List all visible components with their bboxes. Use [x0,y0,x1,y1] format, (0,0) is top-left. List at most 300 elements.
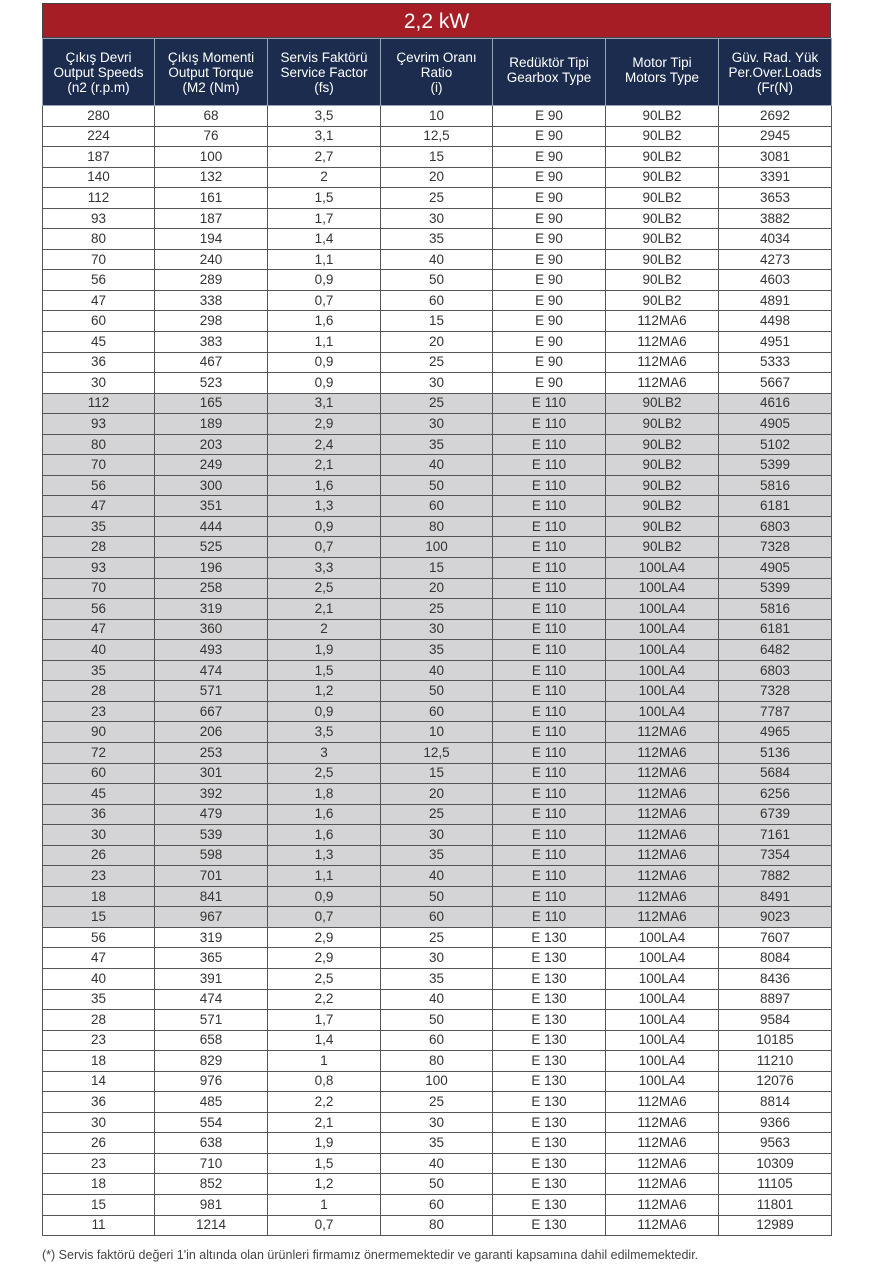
cell-service-factor: 2,2 [268,1092,381,1113]
cell-gearbox-type: E 110 [493,475,606,496]
cell-ratio: 35 [381,229,493,250]
cell-output-torque: 667 [155,701,268,722]
cell-output-speed: 56 [43,270,155,291]
cell-output-speed: 47 [43,948,155,969]
table-row [43,1010,832,1031]
cell-gearbox-type: E 110 [493,845,606,866]
cell-gearbox-type: E 110 [493,722,606,743]
cell-motor-type: 90LB2 [606,188,719,209]
cell-service-factor: 0,7 [268,537,381,558]
cell-gearbox-type: E 130 [493,1194,606,1215]
cell-radial-load: 5102 [719,434,832,455]
cell-output-torque: 554 [155,1112,268,1133]
cell-output-speed: 30 [43,1112,155,1133]
cell-gearbox-type: E 130 [493,1010,606,1031]
cell-radial-load: 7328 [719,537,832,558]
cell-radial-load: 9584 [719,1010,832,1031]
cell-output-speed: 36 [43,1092,155,1113]
cell-radial-load: 4905 [719,414,832,435]
cell-gearbox-type: E 130 [493,968,606,989]
table-row [43,701,832,722]
cell-motor-type: 100LA4 [606,1030,719,1051]
header-service-factor: Servis Faktörü Service Factor (fs) [268,39,381,106]
cell-ratio: 15 [381,558,493,579]
table-row [43,660,832,681]
cell-radial-load: 12989 [719,1215,832,1236]
cell-radial-load: 11105 [719,1174,832,1195]
cell-output-speed: 40 [43,968,155,989]
cell-radial-load: 4498 [719,311,832,332]
cell-radial-load: 7354 [719,845,832,866]
cell-ratio: 40 [381,660,493,681]
table-row [43,907,832,928]
cell-output-speed: 224 [43,126,155,147]
cell-ratio: 40 [381,866,493,887]
cell-motor-type: 112MA6 [606,784,719,805]
cell-service-factor: 1,1 [268,332,381,353]
cell-output-torque: 196 [155,558,268,579]
cell-output-speed: 23 [43,866,155,887]
cell-motor-type: 90LB2 [606,516,719,537]
cell-ratio: 20 [381,784,493,805]
cell-output-torque: 976 [155,1071,268,1092]
cell-output-speed: 45 [43,784,155,805]
cell-service-factor: 1,7 [268,208,381,229]
table-row [43,763,832,784]
table-row [43,1071,832,1092]
cell-output-speed: 35 [43,989,155,1010]
table-row [43,1153,832,1174]
cell-service-factor: 2,9 [268,927,381,948]
cell-motor-type: 90LB2 [606,147,719,168]
cell-motor-type: 100LA4 [606,640,719,661]
cell-service-factor: 1 [268,1194,381,1215]
cell-service-factor: 1,1 [268,249,381,270]
cell-output-torque: 76 [155,126,268,147]
cell-ratio: 60 [381,1030,493,1051]
cell-radial-load: 6181 [719,619,832,640]
cell-output-torque: 319 [155,599,268,620]
cell-motor-type: 112MA6 [606,907,719,928]
cell-ratio: 100 [381,537,493,558]
cell-service-factor: 2,9 [268,414,381,435]
cell-gearbox-type: E 130 [493,1051,606,1072]
table-row [43,1174,832,1195]
cell-service-factor: 1,2 [268,1174,381,1195]
cell-ratio: 40 [381,1153,493,1174]
table-row [43,640,832,661]
cell-motor-type: 100LA4 [606,558,719,579]
table-row [43,106,832,127]
cell-ratio: 35 [381,640,493,661]
cell-output-speed: 18 [43,886,155,907]
cell-radial-load: 4603 [719,270,832,291]
cell-radial-load: 7607 [719,927,832,948]
cell-service-factor: 2,5 [268,578,381,599]
cell-radial-load: 7787 [719,701,832,722]
cell-ratio: 25 [381,927,493,948]
table-row [43,537,832,558]
cell-output-torque: 298 [155,311,268,332]
cell-gearbox-type: E 110 [493,414,606,435]
cell-service-factor: 2 [268,167,381,188]
cell-output-torque: 338 [155,290,268,311]
cell-radial-load: 6739 [719,804,832,825]
header-output-speed: Çıkış Devri Output Speeds (n2 (r.p.m) [43,39,155,106]
cell-service-factor: 0,7 [268,290,381,311]
cell-service-factor: 1,4 [268,1030,381,1051]
cell-output-speed: 60 [43,311,155,332]
cell-output-speed: 187 [43,147,155,168]
cell-output-torque: 240 [155,249,268,270]
cell-motor-type: 112MA6 [606,763,719,784]
cell-service-factor: 1,1 [268,866,381,887]
cell-output-torque: 479 [155,804,268,825]
cell-gearbox-type: E 90 [493,311,606,332]
cell-gearbox-type: E 90 [493,229,606,250]
cell-ratio: 40 [381,455,493,476]
cell-gearbox-type: E 110 [493,742,606,763]
cell-output-torque: 253 [155,742,268,763]
cell-output-torque: 258 [155,578,268,599]
cell-motor-type: 112MA6 [606,845,719,866]
table-row [43,866,832,887]
cell-output-torque: 100 [155,147,268,168]
header-ratio: Çevrim Oranı Ratio (i) [381,39,493,106]
cell-output-torque: 658 [155,1030,268,1051]
cell-motor-type: 90LB2 [606,455,719,476]
cell-ratio: 30 [381,373,493,394]
cell-radial-load: 4891 [719,290,832,311]
cell-output-speed: 18 [43,1051,155,1072]
cell-motor-type: 112MA6 [606,1215,719,1236]
cell-service-factor: 3,1 [268,126,381,147]
cell-motor-type: 112MA6 [606,373,719,394]
cell-ratio: 35 [381,434,493,455]
cell-output-speed: 80 [43,434,155,455]
cell-output-torque: 493 [155,640,268,661]
cell-output-speed: 93 [43,558,155,579]
cell-motor-type: 90LB2 [606,496,719,517]
table-row [43,804,832,825]
table-title: 2,2 kW [42,3,831,38]
cell-gearbox-type: E 110 [493,619,606,640]
table-row [43,455,832,476]
cell-output-speed: 70 [43,249,155,270]
cell-output-speed: 26 [43,1133,155,1154]
cell-motor-type: 90LB2 [606,208,719,229]
cell-output-torque: 1214 [155,1215,268,1236]
table-row [43,475,832,496]
cell-output-torque: 189 [155,414,268,435]
cell-service-factor: 1,6 [268,311,381,332]
cell-radial-load: 6256 [719,784,832,805]
table-row [43,681,832,702]
cell-ratio: 60 [381,1194,493,1215]
cell-output-torque: 206 [155,722,268,743]
cell-output-speed: 47 [43,290,155,311]
cell-motor-type: 100LA4 [606,968,719,989]
cell-output-torque: 300 [155,475,268,496]
cell-motor-type: 90LB2 [606,126,719,147]
cell-output-speed: 45 [43,332,155,353]
cell-gearbox-type: E 130 [493,989,606,1010]
cell-radial-load: 3882 [719,208,832,229]
cell-service-factor: 2,7 [268,147,381,168]
cell-output-speed: 14 [43,1071,155,1092]
cell-ratio: 30 [381,414,493,435]
cell-service-factor: 3,5 [268,722,381,743]
header-gearbox-type: Redüktör Tipi Gearbox Type [493,39,606,106]
cell-radial-load: 6181 [719,496,832,517]
cell-radial-load: 5816 [719,599,832,620]
cell-motor-type: 100LA4 [606,1071,719,1092]
table-row [43,825,832,846]
cell-ratio: 35 [381,1133,493,1154]
table-row [43,968,832,989]
cell-ratio: 50 [381,1010,493,1031]
cell-ratio: 50 [381,270,493,291]
cell-service-factor: 1,5 [268,1153,381,1174]
table-row [43,414,832,435]
cell-gearbox-type: E 110 [493,537,606,558]
cell-radial-load: 8897 [719,989,832,1010]
cell-output-speed: 56 [43,927,155,948]
table-row [43,270,832,291]
cell-ratio: 15 [381,311,493,332]
cell-service-factor: 0,9 [268,701,381,722]
cell-gearbox-type: E 130 [493,948,606,969]
cell-gearbox-type: E 110 [493,886,606,907]
cell-service-factor: 0,9 [268,373,381,394]
cell-radial-load: 4034 [719,229,832,250]
cell-gearbox-type: E 130 [493,1153,606,1174]
cell-gearbox-type: E 130 [493,1133,606,1154]
cell-service-factor: 2,2 [268,989,381,1010]
cell-motor-type: 112MA6 [606,1092,719,1113]
cell-output-speed: 28 [43,681,155,702]
cell-motor-type: 112MA6 [606,352,719,373]
cell-output-speed: 36 [43,352,155,373]
cell-output-speed: 30 [43,825,155,846]
cell-gearbox-type: E 110 [493,455,606,476]
cell-gearbox-type: E 90 [493,352,606,373]
cell-radial-load: 2692 [719,106,832,127]
cell-radial-load: 2945 [719,126,832,147]
cell-ratio: 12,5 [381,126,493,147]
table-row [43,332,832,353]
cell-ratio: 80 [381,516,493,537]
header-motor-type: Motor Tipi Motors Type [606,39,719,106]
cell-motor-type: 100LA4 [606,619,719,640]
cell-output-speed: 18 [43,1174,155,1195]
cell-gearbox-type: E 130 [493,1174,606,1195]
cell-service-factor: 3,1 [268,393,381,414]
cell-motor-type: 90LB2 [606,229,719,250]
table-row [43,1215,832,1236]
cell-motor-type: 90LB2 [606,106,719,127]
cell-output-torque: 710 [155,1153,268,1174]
cell-output-speed: 35 [43,516,155,537]
cell-ratio: 35 [381,968,493,989]
cell-motor-type: 90LB2 [606,414,719,435]
cell-service-factor: 0,9 [268,270,381,291]
cell-service-factor: 2,5 [268,968,381,989]
cell-output-speed: 23 [43,701,155,722]
cell-ratio: 20 [381,332,493,353]
table-row [43,578,832,599]
cell-service-factor: 2,1 [268,599,381,620]
cell-gearbox-type: E 110 [493,784,606,805]
cell-service-factor: 1,3 [268,496,381,517]
cell-gearbox-type: E 90 [493,290,606,311]
cell-radial-load: 9563 [719,1133,832,1154]
cell-radial-load: 9023 [719,907,832,928]
cell-service-factor: 3,5 [268,106,381,127]
cell-output-torque: 474 [155,660,268,681]
cell-output-torque: 474 [155,989,268,1010]
cell-output-torque: 967 [155,907,268,928]
table-row [43,373,832,394]
table-row [43,784,832,805]
table-row [43,722,832,743]
table-body [43,106,832,1236]
table-row [43,1051,832,1072]
cell-radial-load: 4965 [719,722,832,743]
cell-ratio: 35 [381,845,493,866]
cell-output-torque: 165 [155,393,268,414]
cell-output-speed: 70 [43,455,155,476]
cell-output-torque: 68 [155,106,268,127]
cell-gearbox-type: E 90 [493,188,606,209]
cell-output-speed: 15 [43,907,155,928]
cell-output-torque: 319 [155,927,268,948]
table-row [43,886,832,907]
cell-output-torque: 132 [155,167,268,188]
cell-motor-type: 100LA4 [606,578,719,599]
table-row [43,1194,832,1215]
cell-ratio: 25 [381,352,493,373]
cell-service-factor: 1,8 [268,784,381,805]
cell-ratio: 60 [381,290,493,311]
table-row [43,434,832,455]
cell-service-factor: 0,7 [268,907,381,928]
table-row [43,516,832,537]
cell-motor-type: 90LB2 [606,249,719,270]
cell-ratio: 50 [381,1174,493,1195]
cell-radial-load: 4951 [719,332,832,353]
cell-output-speed: 56 [43,475,155,496]
cell-output-speed: 36 [43,804,155,825]
cell-output-speed: 80 [43,229,155,250]
cell-gearbox-type: E 110 [493,681,606,702]
cell-output-speed: 26 [43,845,155,866]
cell-radial-load: 8491 [719,886,832,907]
cell-service-factor: 0,9 [268,886,381,907]
cell-radial-load: 5399 [719,578,832,599]
cell-radial-load: 5399 [719,455,832,476]
cell-gearbox-type: E 110 [493,763,606,784]
cell-service-factor: 2,4 [268,434,381,455]
cell-output-speed: 93 [43,208,155,229]
cell-motor-type: 112MA6 [606,886,719,907]
cell-radial-load: 11210 [719,1051,832,1072]
table-row [43,311,832,332]
cell-service-factor: 2,1 [268,455,381,476]
cell-output-torque: 571 [155,681,268,702]
cell-ratio: 60 [381,907,493,928]
cell-gearbox-type: E 110 [493,578,606,599]
cell-output-torque: 383 [155,332,268,353]
cell-ratio: 50 [381,475,493,496]
cell-ratio: 50 [381,681,493,702]
cell-service-factor: 0,8 [268,1071,381,1092]
cell-output-speed: 140 [43,167,155,188]
cell-motor-type: 112MA6 [606,804,719,825]
table-row [43,352,832,373]
table-row [43,147,832,168]
cell-radial-load: 7161 [719,825,832,846]
cell-output-torque: 701 [155,866,268,887]
cell-ratio: 30 [381,619,493,640]
cell-ratio: 25 [381,188,493,209]
cell-radial-load: 5816 [719,475,832,496]
cell-service-factor: 1,6 [268,475,381,496]
cell-radial-load: 9366 [719,1112,832,1133]
cell-service-factor: 3 [268,742,381,763]
cell-output-torque: 598 [155,845,268,866]
table-row [43,1112,832,1133]
cell-service-factor: 1,9 [268,640,381,661]
table-row [43,1092,832,1113]
cell-gearbox-type: E 90 [493,106,606,127]
table-row [43,393,832,414]
cell-motor-type: 112MA6 [606,1194,719,1215]
cell-motor-type: 100LA4 [606,1010,719,1031]
cell-output-speed: 47 [43,619,155,640]
cell-gearbox-type: E 110 [493,804,606,825]
cell-service-factor: 1,2 [268,681,381,702]
cell-radial-load: 7882 [719,866,832,887]
cell-motor-type: 112MA6 [606,332,719,353]
cell-output-torque: 539 [155,825,268,846]
cell-radial-load: 3391 [719,167,832,188]
cell-ratio: 20 [381,578,493,599]
cell-ratio: 25 [381,1092,493,1113]
cell-ratio: 15 [381,147,493,168]
cell-motor-type: 90LB2 [606,434,719,455]
cell-output-speed: 30 [43,373,155,394]
cell-ratio: 20 [381,167,493,188]
cell-output-speed: 70 [43,578,155,599]
cell-output-torque: 392 [155,784,268,805]
table-row [43,1133,832,1154]
cell-output-torque: 467 [155,352,268,373]
cell-gearbox-type: E 130 [493,927,606,948]
cell-output-speed: 35 [43,660,155,681]
cell-output-torque: 360 [155,619,268,640]
cell-output-torque: 444 [155,516,268,537]
cell-motor-type: 90LB2 [606,290,719,311]
cell-output-speed: 112 [43,393,155,414]
cell-output-torque: 187 [155,208,268,229]
cell-radial-load: 5136 [719,742,832,763]
cell-output-torque: 571 [155,1010,268,1031]
cell-motor-type: 112MA6 [606,311,719,332]
cell-motor-type: 90LB2 [606,167,719,188]
cell-output-speed: 60 [43,763,155,784]
cell-motor-type: 112MA6 [606,1174,719,1195]
